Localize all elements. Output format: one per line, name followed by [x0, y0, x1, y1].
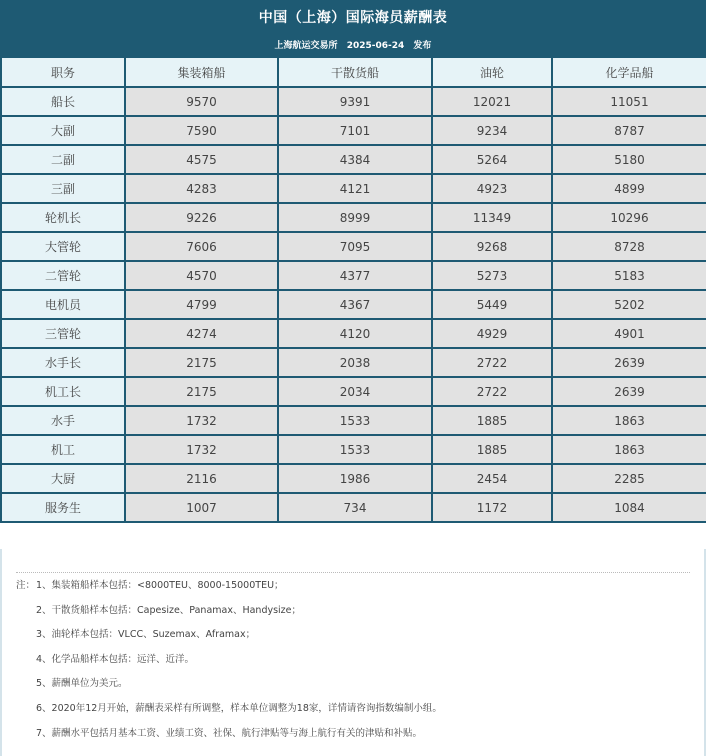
salary-cell: 4274 [125, 319, 278, 348]
salary-cell: 12021 [432, 87, 552, 116]
salary-cell: 9570 [125, 87, 278, 116]
table-row [1, 377, 706, 406]
salary-cell: 4901 [552, 319, 706, 348]
publish-label: 发布 [413, 41, 432, 51]
table-row [1, 87, 706, 116]
salary-cell: 4929 [432, 319, 552, 348]
role-cell: 轮机长 [1, 203, 125, 232]
role-cell: 三管轮 [1, 319, 125, 348]
role-cell: 服务生 [1, 493, 125, 522]
salary-cell: 1986 [278, 464, 432, 493]
column-header: 油轮 [432, 57, 552, 87]
table-row [1, 406, 706, 435]
note-item [16, 727, 442, 752]
role-cell: 二管轮 [1, 261, 125, 290]
salary-cell: 7606 [125, 232, 278, 261]
salary-cell: 1007 [125, 493, 278, 522]
salary-cell: 2175 [125, 348, 278, 377]
publish-date: 2025-06-24 [346, 41, 405, 51]
note-text: 4、化学品船样本包括：远洋、近洋。 [36, 653, 195, 665]
salary-cell: 4899 [552, 174, 706, 203]
salary-cell: 8999 [278, 203, 432, 232]
salary-cell: 10296 [552, 203, 706, 232]
table-row [1, 261, 706, 290]
table-row [1, 493, 706, 522]
salary-cell: 2175 [125, 377, 278, 406]
salary-cell: 11349 [432, 203, 552, 232]
salary-cell: 9234 [432, 116, 552, 145]
salary-cell: 5273 [432, 261, 552, 290]
notes-prefix: 注： [16, 580, 36, 591]
salary-cell: 5264 [432, 145, 552, 174]
salary-cell: 7101 [278, 116, 432, 145]
salary-cell: 2454 [432, 464, 552, 493]
salary-cell: 4367 [278, 290, 432, 319]
table-row [1, 464, 706, 493]
note-text: 1、集装箱船样本包括：<8000TEU、8000-15000TEU； [36, 580, 284, 591]
salary-cell: 1172 [432, 493, 552, 522]
salary-cell: 1863 [552, 406, 706, 435]
salary-cell: 5183 [552, 261, 706, 290]
notes-list [16, 579, 442, 751]
note-item [16, 604, 442, 629]
salary-cell: 2116 [125, 464, 278, 493]
salary-cell: 1885 [432, 435, 552, 464]
salary-cell: 734 [278, 493, 432, 522]
salary-cell: 5180 [552, 145, 706, 174]
salary-cell: 1885 [432, 406, 552, 435]
role-cell: 船长 [1, 87, 125, 116]
salary-cell: 4575 [125, 145, 278, 174]
table-row [1, 174, 706, 203]
salary-cell: 9226 [125, 203, 278, 232]
note-text: 6、2020年12月开始，薪酬表采样有所调整，样本单位调整为18家，详情请咨询指数编制小组。 [36, 702, 442, 714]
role-cell: 二副 [1, 145, 125, 174]
salary-cell: 5449 [432, 290, 552, 319]
salary-cell: 4570 [125, 261, 278, 290]
role-cell: 大副 [1, 116, 125, 145]
salary-cell: 2722 [432, 348, 552, 377]
salary-cell: 1084 [552, 493, 706, 522]
column-header: 职务 [1, 57, 125, 87]
salary-cell: 9391 [278, 87, 432, 116]
column-header: 集装箱船 [125, 57, 278, 87]
table-row [1, 435, 706, 464]
table-title: 中国（上海）国际海员薪酬表 [258, 10, 448, 26]
salary-cell: 1533 [278, 406, 432, 435]
role-cell: 大管轮 [1, 232, 125, 261]
salary-cell: 4120 [278, 319, 432, 348]
role-cell: 大厨 [1, 464, 125, 493]
salary-table [0, 56, 706, 523]
notes-section [0, 549, 706, 756]
table-row [1, 290, 706, 319]
salary-cell: 9268 [432, 232, 552, 261]
salary-cell: 5202 [552, 290, 706, 319]
table-header-banner [0, 0, 706, 56]
note-text: 7、薪酬水平包括月基本工资、业绩工资、社保、航行津贴等与海上航行有关的津贴和补贴。 [36, 727, 423, 739]
salary-cell: 7095 [278, 232, 432, 261]
table-row [1, 203, 706, 232]
note-item [16, 653, 442, 678]
salary-cell: 4799 [125, 290, 278, 319]
salary-cell: 2639 [552, 348, 706, 377]
table-header-row [1, 57, 706, 87]
salary-cell: 2038 [278, 348, 432, 377]
note-item [16, 579, 442, 604]
role-cell: 机工 [1, 435, 125, 464]
table-row [1, 145, 706, 174]
role-cell: 水手长 [1, 348, 125, 377]
table-row [1, 116, 706, 145]
notes-divider [16, 572, 690, 573]
salary-cell: 2285 [552, 464, 706, 493]
note-item [16, 628, 442, 653]
salary-cell: 2722 [432, 377, 552, 406]
salary-cell: 4923 [432, 174, 552, 203]
note-item [16, 677, 442, 702]
salary-cell: 2639 [552, 377, 706, 406]
salary-cell: 7590 [125, 116, 278, 145]
publisher-name: 上海航运交易所 [274, 41, 338, 51]
salary-cell: 11051 [552, 87, 706, 116]
salary-cell: 1863 [552, 435, 706, 464]
table-row [1, 232, 706, 261]
note-item [16, 702, 442, 727]
role-cell: 水手 [1, 406, 125, 435]
column-header: 干散货船 [278, 57, 432, 87]
salary-cell: 4377 [278, 261, 432, 290]
publish-info [0, 38, 706, 51]
salary-cell: 8728 [552, 232, 706, 261]
salary-cell: 4121 [278, 174, 432, 203]
note-text: 3、油轮样本包括：VLCC、Suzemax、Aframax； [36, 629, 256, 641]
salary-cell: 1732 [125, 435, 278, 464]
column-header: 化学品船 [552, 57, 706, 87]
salary-cell: 1732 [125, 406, 278, 435]
table-row [1, 348, 706, 377]
salary-cell: 2034 [278, 377, 432, 406]
salary-cell: 4384 [278, 145, 432, 174]
salary-cell: 4283 [125, 174, 278, 203]
role-cell: 电机员 [1, 290, 125, 319]
note-text: 5、薪酬单位为美元。 [36, 678, 128, 690]
role-cell: 三副 [1, 174, 125, 203]
note-text: 2、干散货船样本包括：Capesize、Panamax、Handysize； [36, 604, 302, 616]
salary-cell: 8787 [552, 116, 706, 145]
role-cell: 机工长 [1, 377, 125, 406]
table-row [1, 319, 706, 348]
salary-cell: 1533 [278, 435, 432, 464]
